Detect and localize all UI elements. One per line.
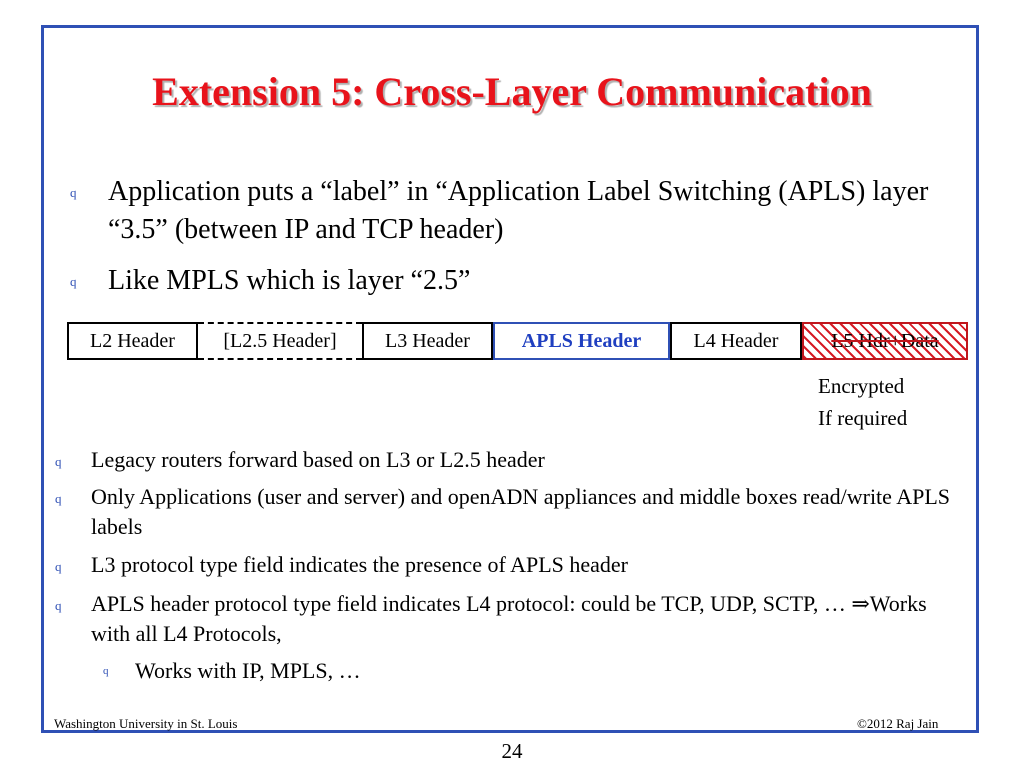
- bullet-mark: q: [55, 598, 62, 613]
- bullet-mark: q: [55, 559, 62, 574]
- encrypted-note-line-1: Encrypted: [818, 374, 905, 398]
- lower-bullet-4: [0, 589, 971, 649]
- bullet-text: APLS header protocol type field indicates L4 protocol: could be TCP, UDP, SCTP, … ⇒Works with all L4 Protocols,: [91, 591, 927, 646]
- lower-bullet-2: [0, 482, 971, 542]
- encrypted-note: [818, 370, 907, 434]
- l5-data-label: L5 Hdr+Data: [831, 329, 939, 352]
- l2-header-box: L2 Header: [67, 322, 198, 360]
- l25-header-box: [L2.5 Header]: [198, 322, 362, 360]
- bullet-mark: q: [70, 274, 77, 289]
- l5-data-box: [802, 322, 968, 360]
- bullet-text: L3 protocol type field indicates the presence of APLS header: [91, 552, 628, 577]
- top-bullet-1: [0, 173, 938, 249]
- page-number: 24: [501, 739, 523, 763]
- bullet-text: Legacy routers forward based on L3 or L2.5 header: [91, 447, 545, 472]
- l3-header-box: L3 Header: [362, 322, 493, 360]
- slide-title: Extension 5: Cross-Layer Communication: [152, 69, 872, 114]
- footer-institution: Washington University in St. Louis: [54, 716, 238, 731]
- encrypted-note-line-2: If required: [818, 406, 908, 430]
- apls-header-box: APLS Header: [493, 322, 670, 360]
- packet-header-diagram: [67, 322, 968, 360]
- sub-bullet: [0, 656, 361, 686]
- bullet-text: Application puts a “label” in “Application Label Switching (APLS) layer “3.5” (between IP and TCP header): [108, 176, 929, 245]
- bullet-mark: q: [55, 491, 62, 506]
- bullet-mark: q: [55, 454, 62, 469]
- lower-bullet-1: [0, 445, 971, 475]
- footer-copyright: ©2012 Raj Jain: [857, 716, 939, 731]
- bullet-mark: q: [70, 185, 77, 200]
- bullet-text: Like MPLS which is layer “2.5”: [108, 265, 471, 296]
- bullet-text: Works with IP, MPLS, …: [135, 658, 361, 683]
- lower-bullet-3: [0, 550, 971, 580]
- l4-header-box: L4 Header: [670, 322, 802, 360]
- bullet-text: Only Applications (user and server) and openADN appliances and middle boxes read/write APLS labels: [91, 484, 951, 539]
- top-bullet-2: [0, 262, 938, 300]
- bullet-mark: q: [103, 665, 109, 677]
